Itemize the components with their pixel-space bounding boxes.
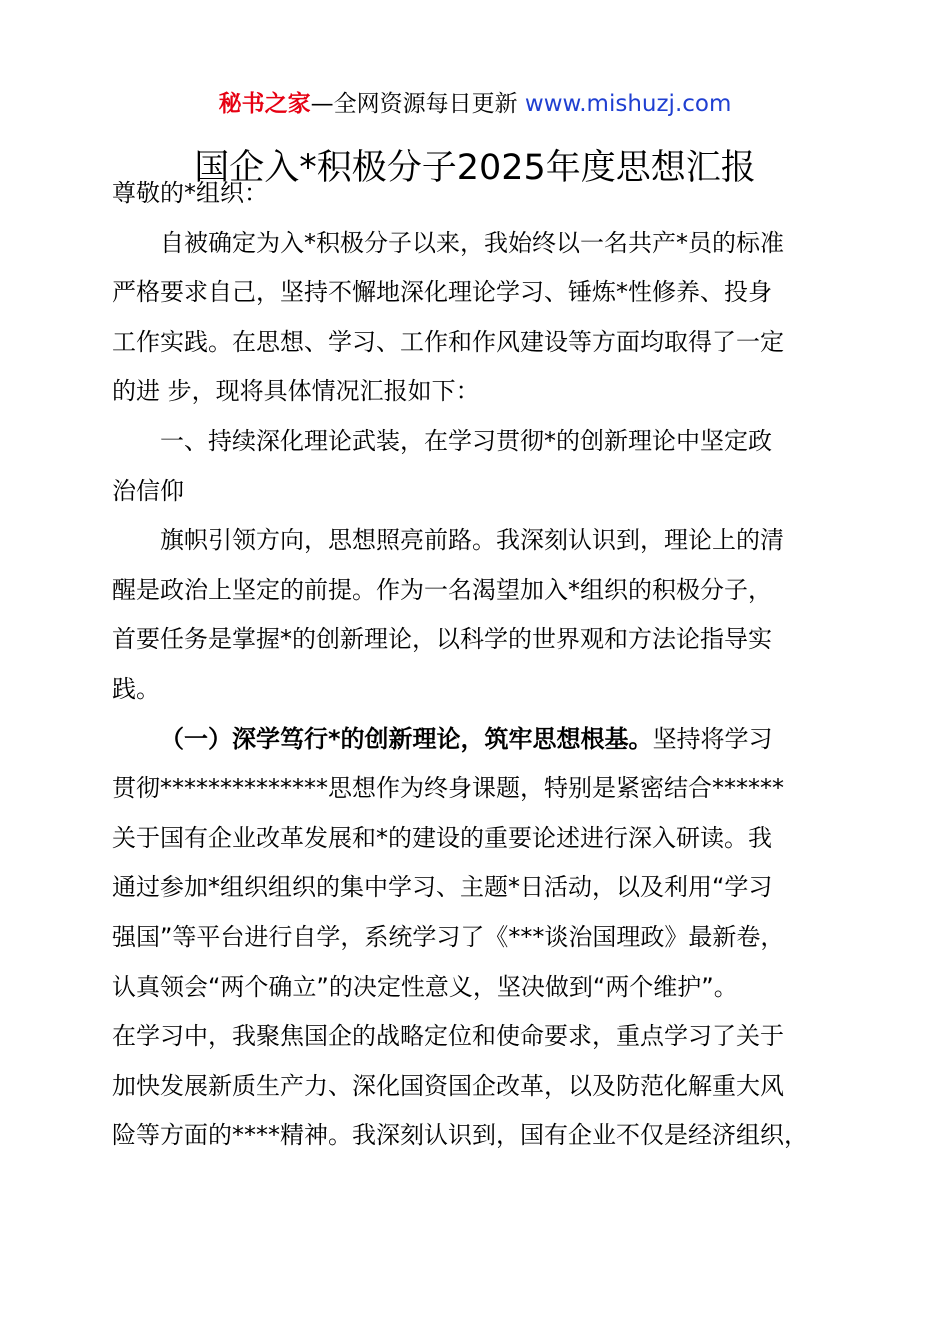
document-title: 国企入*积极分子2025年度思想汇报	[194, 148, 756, 188]
text-line: 旗帜引领方向，思想照亮前路。我深刻认识到，理论上的清	[160, 526, 784, 555]
text-line: 通过参加*组织组织的集中学习、主题*日活动，以及利用“学习	[112, 873, 773, 902]
text-line: 加快发展新质生产力、深化国资国企改革，以及防范化解重大风	[112, 1071, 784, 1100]
site-brand: 秘书之家	[218, 91, 311, 117]
text-line: 首要任务是掌握*的创新理论，以科学的世界观和方法论指导实	[112, 625, 772, 654]
text-line: 践。	[112, 674, 160, 703]
subsection-heading: （一）深学笃行*的创新理论，筑牢思想根基。	[160, 724, 653, 753]
section-heading-1	[112, 417, 842, 516]
text-line: 认真领会“两个确立”的决定性意义，坚决做到“两个维护”。	[112, 972, 738, 1001]
text-line-rest: 坚持将学习	[652, 724, 773, 753]
text-line: 的进 步，现将具体情况汇报如下：	[112, 377, 480, 406]
salutation: 尊敬的*组织：	[112, 179, 268, 207]
text-line: 险等方面的****精神。我深刻认识到，国有企业不仅是经济组织，	[112, 1121, 808, 1150]
text-line: 严格要求自己，坚持不懈地深化理论学习、锤炼*性修养、投身	[112, 278, 772, 307]
paragraph-intro	[112, 219, 842, 417]
text-line: 贯彻**************思想作为终身课题，特别是紧密结合******	[112, 774, 784, 803]
site-header	[0, 86, 950, 122]
document-body	[112, 169, 842, 1161]
heading-line: 治信仰	[112, 476, 184, 505]
paragraph-section-1-intro	[112, 516, 842, 714]
text-line: 关于国有企业改革发展和*的建设的重要论述进行深入研读。我	[112, 823, 772, 852]
text-line: 醒是政治上坚定的前提。作为一名渴望加入*组织的积极分子，	[112, 575, 772, 604]
paragraph-subsection-1	[112, 715, 842, 1161]
text-line: 强国”等平台进行自学，系统学习了《***谈治国理政》最新卷，	[112, 922, 785, 951]
text-line: 在学习中，我聚焦国企的战略定位和使命要求，重点学习了关于	[112, 1022, 784, 1051]
text-line	[112, 715, 842, 765]
text-line: 自被确定为入*积极分子以来，我始终以一名共产*员的标准	[160, 228, 784, 257]
heading-line: 一、持续深化理论武装，在学习贯彻*的创新理论中坚定政	[160, 426, 772, 455]
text-line: 工作实践。在思想、学习、工作和作风建设等方面均取得了一定	[112, 327, 784, 356]
site-url-link[interactable]: www.mishuzj.com	[524, 91, 732, 117]
site-tagline: —全网资源每日更新	[310, 91, 525, 117]
